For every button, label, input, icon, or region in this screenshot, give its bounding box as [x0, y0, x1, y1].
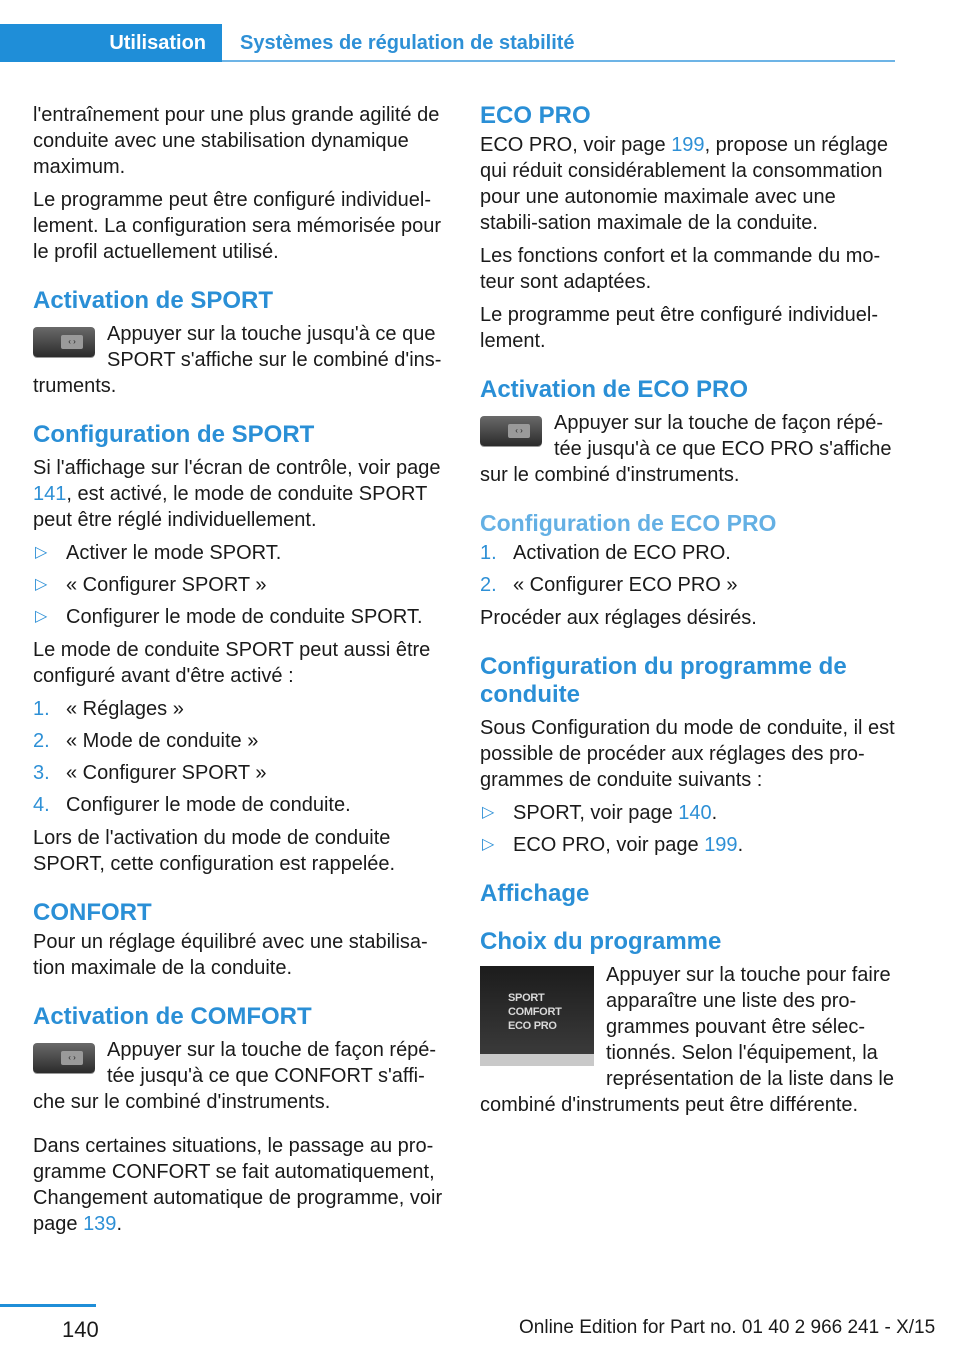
- eco-steps-list: [480, 540, 895, 598]
- page-number: 140: [62, 1317, 99, 1342]
- heading-config-programme: Configuration du programme de conduite: [480, 653, 847, 708]
- list-item: 2. « Mode de conduite »: [33, 730, 259, 752]
- triangle-right-icon: ▷: [35, 576, 48, 593]
- header-divider: [222, 60, 895, 62]
- eco-paragraph-3: Le programme peut être configuré individuel-lement.: [480, 304, 878, 352]
- pre-activation-paragraph: Le mode de conduite SPORT peut aussi être configuré avant d'être activé :: [33, 639, 431, 687]
- list-item: ▷ Configurer le mode de conduite SPORT.: [35, 606, 423, 628]
- intro-paragraph: l'entraînement pour une plus grande agilité de conduite avec une stabilisation dynamique maximum.: [33, 104, 440, 178]
- activation-eco-text: Appuyer sur la touche de façon répé-tée jusqu'à ce que ECO PRO s'affiche sur le combiné d'instruments.: [480, 412, 892, 486]
- numbered-steps-list: [33, 696, 448, 818]
- list-item: 4. Configurer le mode de conduite.: [33, 794, 351, 816]
- recall-paragraph: Lors de l'activation du mode de conduite SPORT, cette configuration est rappelée.: [33, 827, 396, 875]
- list-item: ▷ Activer le mode SPORT.: [35, 542, 282, 564]
- heading-activation-sport: Activation de SPORT: [33, 287, 274, 314]
- activation-eco-block: [480, 410, 895, 488]
- tab-utilisation[interactable]: Utilisation: [0, 24, 222, 62]
- page-link-199[interactable]: 199: [671, 134, 705, 156]
- eco-after-paragraph: Procéder aux réglages désirés.: [480, 607, 757, 629]
- page-link-199[interactable]: 199: [704, 834, 738, 856]
- heading-activation-eco: Activation de ECO PRO: [480, 376, 749, 403]
- heading-affichage: Affichage: [480, 880, 590, 907]
- eco-intro: ECO PRO, voir page 199, propose un réglage qui réduit considérablement la consommation pour une autonomie maximale avec une stabili-sation maximale de la conduite.: [480, 134, 889, 234]
- section-title: Systèmes de régulation de stabilité: [240, 32, 575, 54]
- display-option-comfort: COMFORT: [508, 1006, 562, 1018]
- list-item: ▷ SPORT, voir page 140.: [482, 802, 718, 824]
- triangle-right-icon: ▷: [35, 544, 48, 561]
- auto-change-paragraph: Dans certaines situations, le passage au pro-gramme CONFORT se fait automatiquement, Changement automatique de programme, voir page 139.: [33, 1135, 443, 1235]
- triangle-right-icon: ▷: [482, 804, 495, 821]
- display-option-eco-pro: ECO PRO: [508, 1020, 557, 1032]
- edition-text: Online Edition for Part no. 01 40 2 966 241 - X/15: [519, 1317, 936, 1338]
- config-sport-text: Si l'affichage sur l'écran de contrôle, voir page 141, est activé, le mode de conduite SPORT peut être réglé individuellement.: [33, 457, 441, 531]
- page-header: [0, 24, 895, 62]
- confort-text: Pour un réglage équilibré avec une stabilisa-tion maximale de la conduite.: [33, 931, 428, 979]
- drive-mode-button-icon: ‹ ›: [33, 327, 95, 357]
- config-programme-text: Sous Configuration du mode de conduite, il est possible de procéder aux réglages des pro-grammes de conduite suivants :: [480, 717, 895, 791]
- page-link-141[interactable]: 141: [33, 483, 67, 505]
- drive-mode-button-icon: ‹ ›: [480, 416, 542, 446]
- heading-config-eco: Configuration de ECO PRO: [480, 510, 777, 536]
- drive-mode-button-icon: ‹ ›: [33, 1043, 95, 1073]
- activation-sport-text: Appuyer sur la touche jusqu'à ce que SPORT s'affiche sur le combiné d'ins-truments.: [33, 323, 442, 397]
- triangle-right-icon: ▷: [482, 836, 495, 853]
- heading-eco-pro: ECO PRO: [480, 102, 591, 129]
- list-item: 3. « Configurer SPORT »: [33, 762, 267, 784]
- list-item: 1. Activation de ECO PRO.: [480, 542, 731, 564]
- choix-text: Appuyer sur la touche pour faire apparaître une liste des pro-grammes pouvant être sélec-tionnés. Selon l'équipement, la représentation de la liste dans le combiné d'instruments peut être différente.: [480, 964, 894, 1116]
- list-item: ▷ « Configurer SPORT »: [35, 574, 267, 596]
- list-item: ▷ ECO PRO, voir page 199.: [482, 834, 744, 856]
- eco-paragraph-2: Les fonctions confort et la commande du mo-teur sont adaptées.: [480, 245, 881, 293]
- activation-comfort-text: Appuyer sur la touche de façon répé-tée jusqu'à ce que CONFORT s'affi-che sur le combiné d'instruments.: [33, 1039, 437, 1113]
- display-option-sport: SPORT: [508, 992, 545, 1004]
- heading-choix-programme: Choix du programme: [480, 928, 722, 955]
- programme-list: [480, 800, 895, 858]
- activation-comfort-block: [33, 1037, 448, 1115]
- heading-activation-comfort: Activation de COMFORT: [33, 1003, 312, 1030]
- activation-sport-block: [33, 321, 448, 399]
- list-item: 2. « Configurer ECO PRO »: [480, 574, 738, 596]
- program-display-image: [480, 966, 594, 1066]
- page-link-140[interactable]: 140: [678, 802, 712, 824]
- config-paragraph: Le programme peut être configuré individuel-lement. La configuration sera mémorisée pour le profil actuellement utilisé.: [33, 189, 441, 263]
- footer-divider: [0, 1304, 96, 1307]
- page-link-139[interactable]: 139: [83, 1213, 117, 1235]
- sport-steps-list: [33, 540, 448, 630]
- heading-confort: CONFORT: [33, 899, 152, 926]
- heading-config-sport: Configuration de SPORT: [33, 421, 315, 448]
- right-column: [480, 102, 895, 1125]
- left-column: [33, 102, 448, 1244]
- triangle-right-icon: ▷: [35, 608, 48, 625]
- list-item: 1. « Réglages »: [33, 698, 184, 720]
- choix-block: [480, 962, 895, 1118]
